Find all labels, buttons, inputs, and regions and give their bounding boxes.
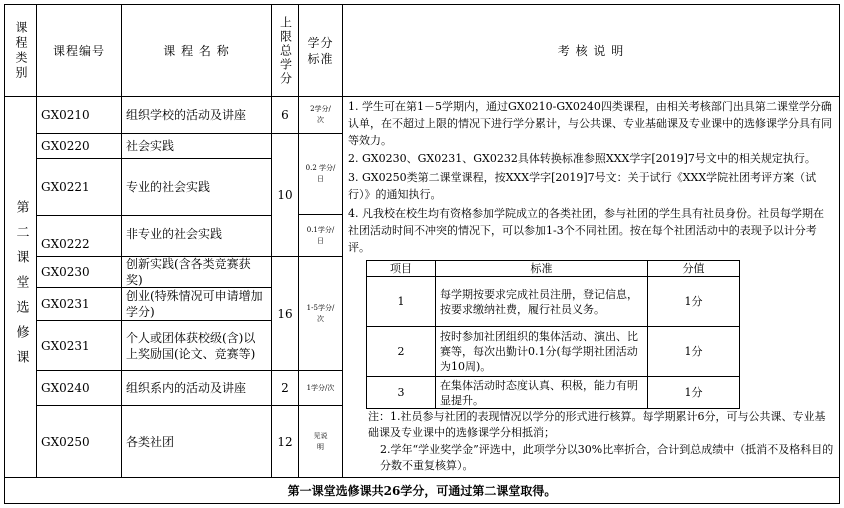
row-code: GX0221 xyxy=(36,158,122,216)
header-category xyxy=(4,4,37,97)
row-name: 专业的社会实践 xyxy=(121,158,272,216)
row-code: GX0210 xyxy=(36,96,122,134)
row-name: 创业(特殊情况可申请增加学分) xyxy=(121,287,272,321)
row-standard: 见说明 xyxy=(298,405,343,478)
header-limit xyxy=(271,4,299,97)
subtable-item: 2 xyxy=(366,326,436,377)
row-name: 组织系内的活动及讲座 xyxy=(121,370,272,406)
subtable-standard: 在集体活动时态度认真、积极，能力有明显提升。 xyxy=(435,376,648,409)
row-name: 社会实践 xyxy=(121,133,272,159)
desc-paragraph-2: 2. GX0230、GX0231、GX0232具体转换标准参照XXX学字[2019]7号文中的相关规定执行。 xyxy=(348,152,816,165)
row-name: 各类社团 xyxy=(121,405,272,478)
header-code: 课程编号 xyxy=(36,4,122,97)
row-name: 非专业的社会实践 xyxy=(121,215,272,257)
header-description: 考 核 说 明 xyxy=(342,4,840,97)
subtable-header-item: 项目 xyxy=(366,260,436,277)
subtable-header-score: 分值 xyxy=(647,260,740,277)
row-code: GX0250 xyxy=(36,405,122,478)
category-text: 第二课堂选修课 xyxy=(13,199,29,375)
row-limit: 12 xyxy=(271,405,299,478)
row-code: GX0222 xyxy=(36,215,122,257)
row-standard: 1-5学分/次 xyxy=(298,256,343,371)
row-limit: 6 xyxy=(271,96,299,134)
header-name: 课 程 名 称 xyxy=(121,4,272,97)
subtable-standard: 按时参加社团组织的集体活动、演出、比赛等，每次出勤计0.1分(每学期社团活动为10周)。 xyxy=(435,326,648,377)
row-limit: 2 xyxy=(271,370,299,406)
row-code: GX0231 xyxy=(36,287,122,321)
row-name: 个人或团体获校级(含)以上奖励国(论文、竞赛等) xyxy=(121,320,272,371)
subtable-score: 1分 xyxy=(647,276,740,327)
header-category-text: 课程类别 xyxy=(14,20,28,81)
header-standard: 学分标准 xyxy=(298,4,343,97)
row-code: GX0240 xyxy=(36,370,122,406)
row-standard: 0.2 学分/日 xyxy=(298,133,343,215)
subtable-item: 1 xyxy=(366,276,436,327)
desc-paragraph-3: 3. GX0250类第二课堂课程，按XXX学字[2019]7号文：关于试行《XXX学院社团考评方案（试行）》的通知执行。 xyxy=(348,171,817,201)
desc-paragraph-4: 4. 凡我校在校生均有资格参加学院成立的各类社团，参与社团的学生具有社员身份。社员每学期在社团活动时间不冲突的情况下，可以参加1-3个不同社团。按在每个社团活动中的表现予以计分考评。 xyxy=(348,207,824,254)
row-standard: 0.1学分/日 xyxy=(298,214,343,257)
subtable-standard: 每学期按要求完成社员注册，登记信息，按要求缴纳社费，履行社员义务。 xyxy=(435,276,648,327)
row-code: GX0230 xyxy=(36,256,122,288)
row-limit: 10 xyxy=(271,133,299,257)
row-standard: 2学分/次 xyxy=(298,96,343,134)
row-code: GX0220 xyxy=(36,133,122,159)
subtable-score: 1分 xyxy=(647,376,740,409)
row-standard: 1学分/次 xyxy=(298,370,343,406)
desc-paragraph-1: 1. 学生可在第1－5学期内，通过GX0210-GX0240四类课程，由相关考核部门出具第二课堂学分确认单，在不超过上限的情况下进行学分累计，与公共课、专业基础课及专业课中的选修课学分具有同等效力。 xyxy=(348,100,832,147)
row-limit: 16 xyxy=(271,256,299,371)
subtable-score: 1分 xyxy=(647,326,740,377)
row-name: 创新实践(含各类竞赛获奖) xyxy=(121,256,272,288)
footer-summary: 第一课堂选修课共26学分，可通过第二课堂取得。 xyxy=(4,477,840,504)
note-2: 2.学年“学业奖学金”评选中，此项学分以30%比率折合，合计到总成绩中（抵消不及格科目的分数不重复核算）。 xyxy=(380,443,834,472)
subtable-item: 3 xyxy=(366,376,436,409)
row-code: GX0231 xyxy=(36,320,122,371)
subtable-header-standard: 标准 xyxy=(435,260,648,277)
category-cell xyxy=(4,96,37,478)
row-name: 组织学校的活动及讲座 xyxy=(121,96,272,134)
header-limit-text: 上限总学分 xyxy=(278,15,293,86)
note-1: 注：1.社员参与社团的表现情况以学分的形式进行核算。每学期累计6分，可与公共课、专业基础课及专业课中的选修课学分相抵消； xyxy=(368,410,826,439)
